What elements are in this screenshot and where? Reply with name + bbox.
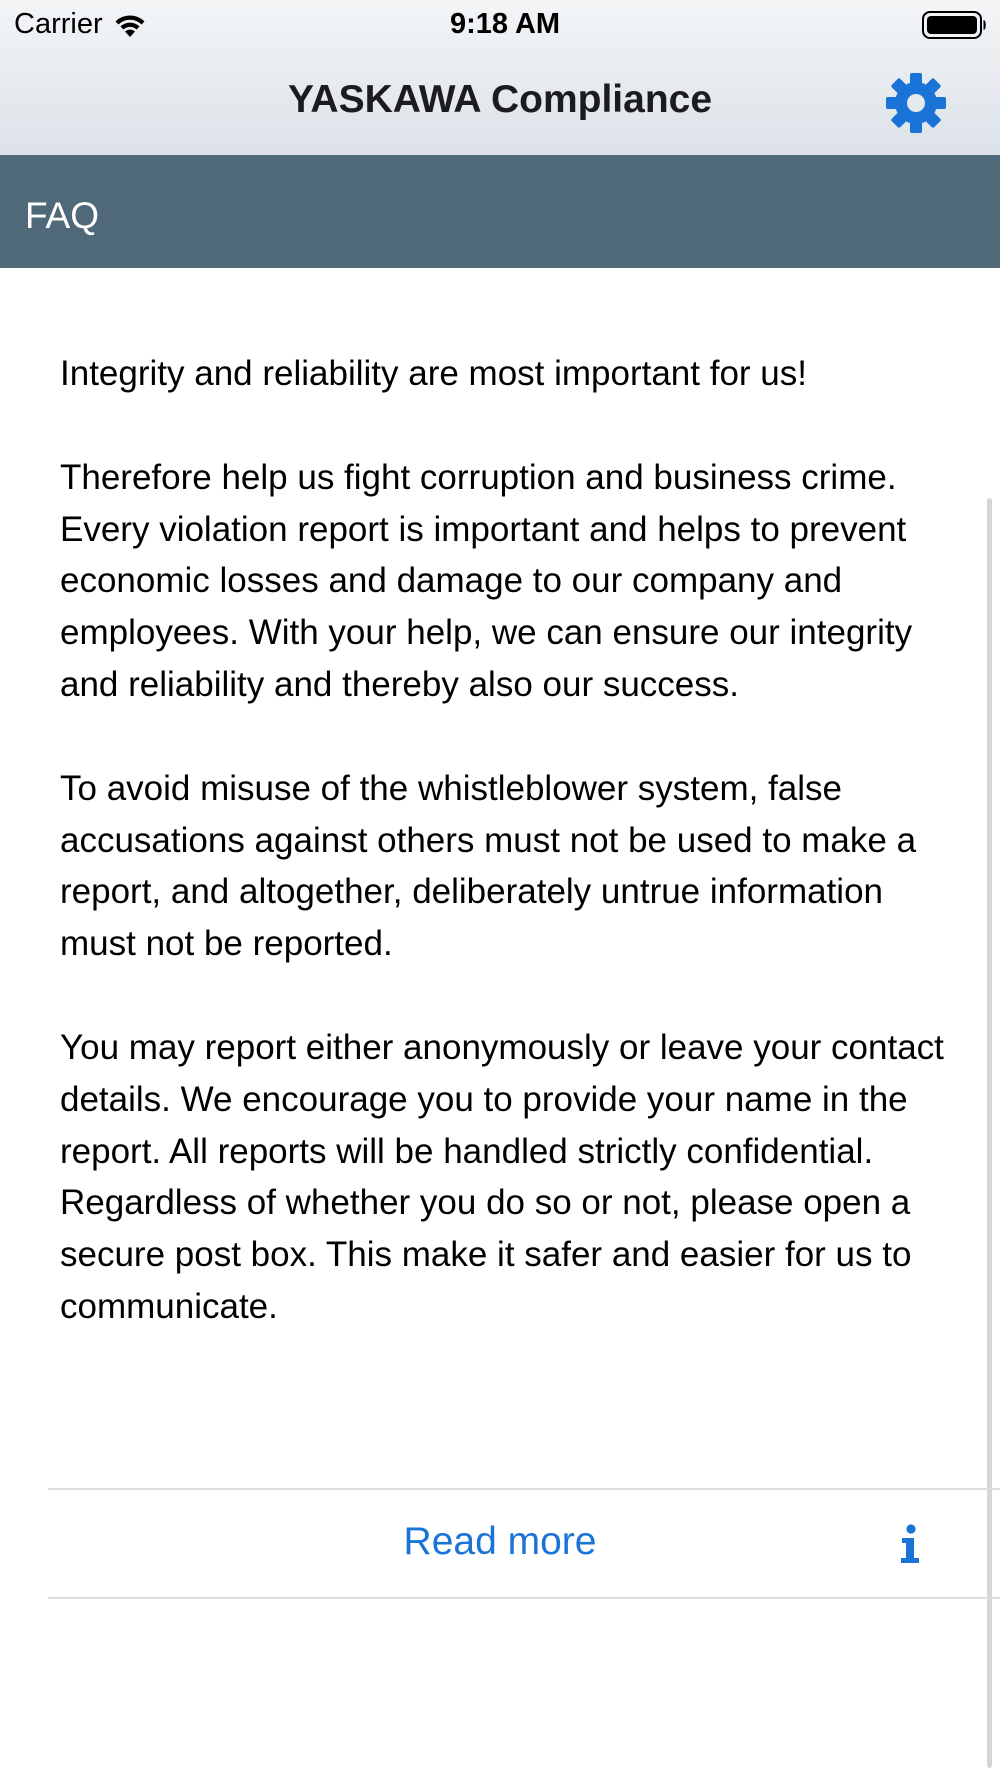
faq-paragraph: Integrity and reliability are most important for us! — [60, 354, 807, 393]
status-time: 9:18 AM — [449, 8, 561, 40]
settings-button[interactable] — [884, 71, 948, 135]
top-bar — [0, 0, 1000, 156]
divider — [48, 1597, 1000, 1599]
section-header — [0, 155, 1000, 268]
page-title: YASKAWA Compliance — [287, 78, 713, 121]
faq-paragraph: Therefore help us fight corruption and business crime. Every violation report is important and helps to prevent economic losses and damage to our company and employees. With your help, we can ensure our integrity and reliability and thereby also our success. — [60, 457, 913, 704]
battery-icon — [922, 10, 988, 40]
info-icon — [899, 1524, 921, 1564]
faq-paragraph: You may report either anonymously or leave your contact details. We encourage you to provide your name in the report. All reports will be handled strictly confidential. Regardless of whether you do so or not, please open a secure post box. This make it safer and easier for us to communicate. — [60, 1027, 944, 1326]
status-bar — [0, 0, 1000, 50]
faq-paragraph: To avoid misuse of the whistleblower system, false accusations against others must not be used to make a report, and altogether, deliberately untrue information must not be reported. — [60, 768, 917, 964]
read-more-button[interactable] — [48, 1490, 1000, 1597]
section-title: FAQ — [25, 195, 100, 236]
faq-content — [60, 348, 960, 1385]
gear-icon — [884, 71, 948, 135]
read-more-label: Read more — [403, 1520, 597, 1563]
navigation-bar — [0, 50, 1000, 155]
carrier-label: Carrier — [14, 8, 103, 40]
